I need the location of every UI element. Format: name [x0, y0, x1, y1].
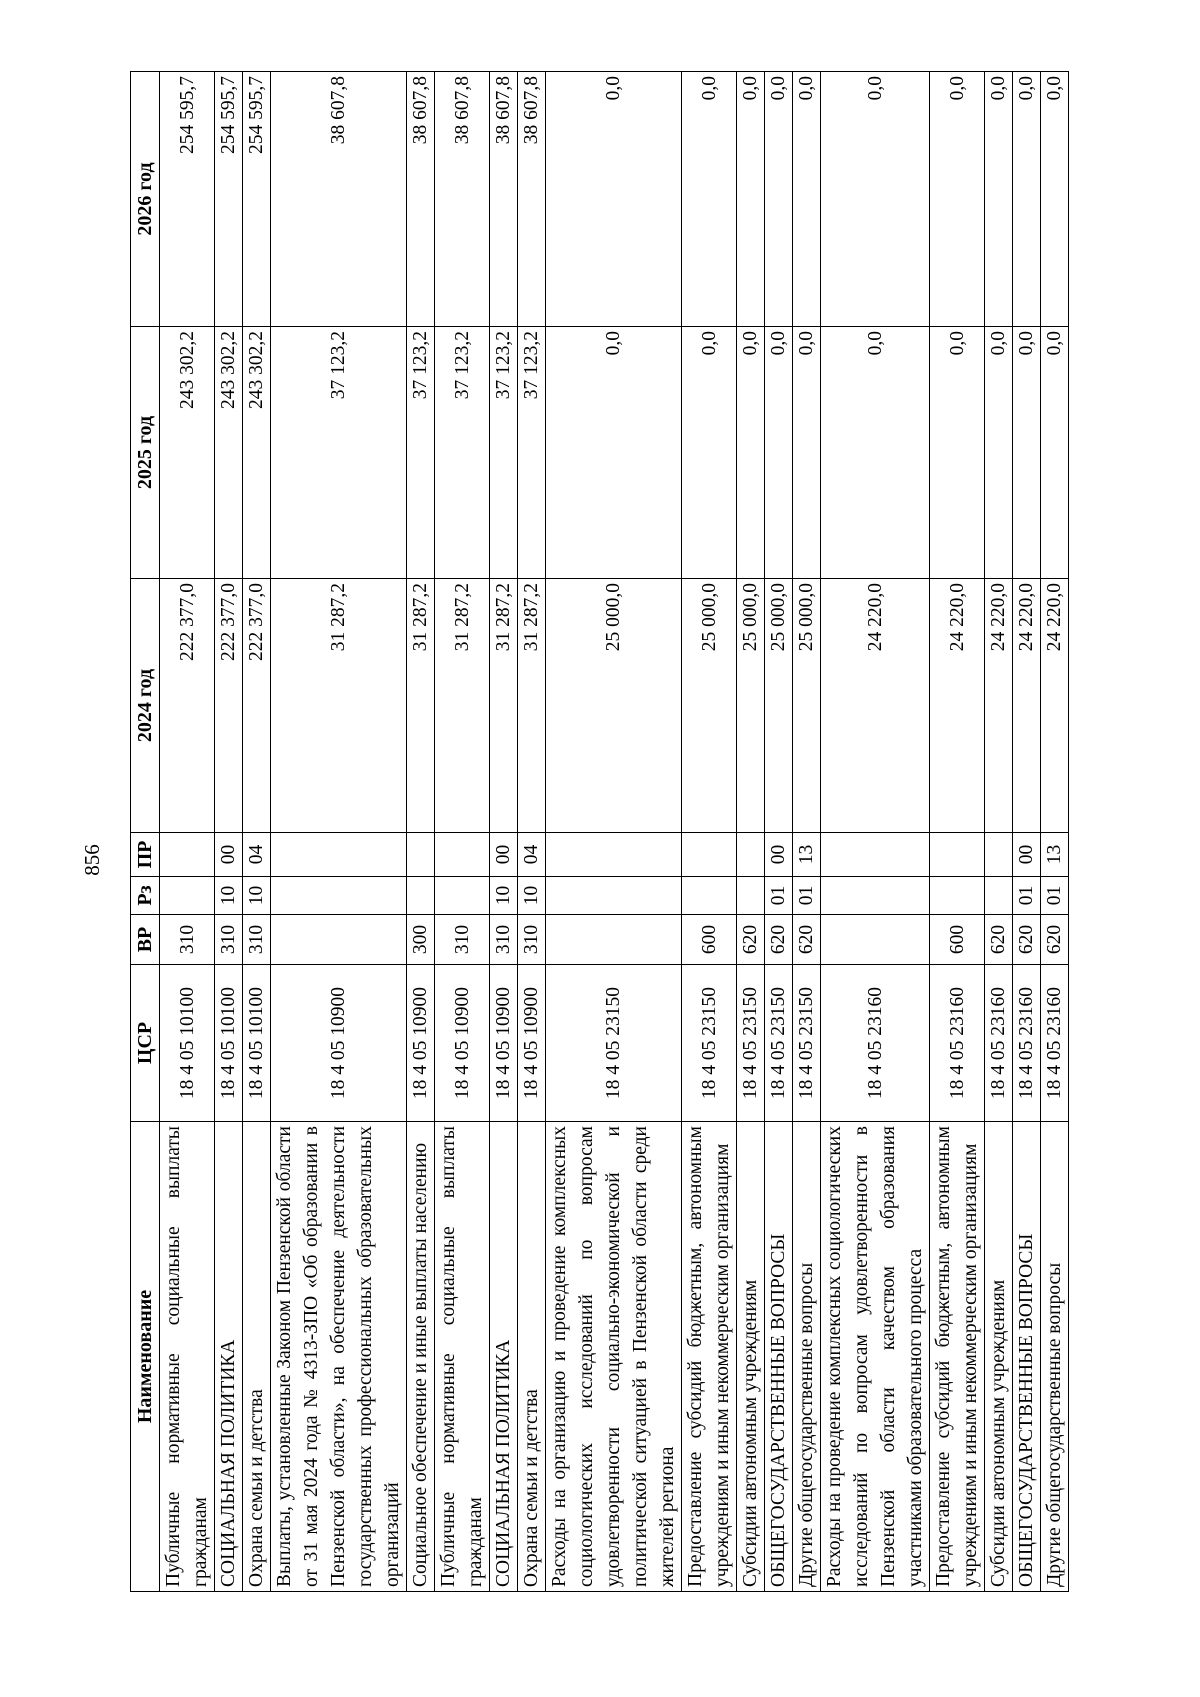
cell-name: Охрана семьи и детства	[518, 1122, 546, 1592]
cell-pr: 00	[215, 833, 243, 877]
cell-2024: 31 287,2	[490, 579, 518, 833]
cell-2025: 37 123,2	[490, 327, 518, 579]
cell-name: ОБЩЕГОСУДАРСТВЕННЫЕ ВОПРОСЫ	[1013, 1122, 1041, 1592]
cell-2024: 222 377,0	[160, 579, 215, 833]
cell-rz	[985, 877, 1013, 915]
cell-vr: 310	[160, 915, 215, 965]
cell-2024: 31 287,2	[407, 579, 435, 833]
cell-vr: 620	[737, 915, 765, 965]
cell-2026: 0,0	[930, 72, 985, 327]
cell-2025: 243 302,2	[215, 327, 243, 579]
cell-vr: 310	[243, 915, 271, 965]
cell-rz: 10	[490, 877, 518, 915]
cell-pr: 13	[1041, 833, 1069, 877]
cell-vr	[546, 915, 682, 965]
cell-2025: 0,0	[1013, 327, 1041, 579]
cell-2026: 0,0	[793, 72, 821, 327]
cell-2024: 25 000,0	[682, 579, 737, 833]
cell-pr	[160, 833, 215, 877]
cell-2026: 0,0	[1041, 72, 1069, 327]
cell-name: Выплаты, установленные Законом Пензенской области от 31 мая 2024 года № 4313-ЗПО «Об образовании в Пензенской области», на обеспечение деятельности государственных профессиональных образовательных организаций	[271, 1122, 407, 1592]
table-row	[1041, 72, 1069, 1592]
cell-csr: 18 4 05 10900	[518, 965, 546, 1122]
cell-pr	[407, 833, 435, 877]
table-row	[407, 72, 435, 1592]
cell-name: Публичные нормативные социальные выплаты гражданам	[160, 1122, 215, 1592]
table-row	[1013, 72, 1041, 1592]
cell-2025: 37 123,2	[407, 327, 435, 579]
table-row	[793, 72, 821, 1592]
cell-pr	[546, 833, 682, 877]
page-number: 856	[80, 844, 104, 876]
table-row	[490, 72, 518, 1592]
cell-2024: 25 000,0	[765, 579, 793, 833]
cell-2025: 0,0	[765, 327, 793, 579]
header-name: Наименование	[131, 1122, 160, 1592]
cell-2026: 0,0	[985, 72, 1013, 327]
cell-csr: 18 4 05 23160	[1013, 965, 1041, 1122]
cell-2024: 25 000,0	[546, 579, 682, 833]
cell-2025: 0,0	[985, 327, 1013, 579]
cell-pr	[821, 833, 930, 877]
cell-rz: 01	[1013, 877, 1041, 915]
cell-pr	[682, 833, 737, 877]
cell-2024: 31 287,2	[271, 579, 407, 833]
cell-2026: 254 595,7	[243, 72, 271, 327]
cell-pr	[985, 833, 1013, 877]
cell-csr: 18 4 05 10100	[215, 965, 243, 1122]
cell-vr: 310	[490, 915, 518, 965]
cell-vr: 620	[1013, 915, 1041, 965]
cell-2026: 0,0	[821, 72, 930, 327]
cell-pr: 00	[1013, 833, 1041, 877]
cell-2024: 25 000,0	[793, 579, 821, 833]
cell-rz	[821, 877, 930, 915]
cell-name: Расходы на проведение комплексных социологических исследований по вопросам удовлетворенности в Пензенской области качеством образования участниками образовательного процесса	[821, 1122, 930, 1592]
cell-rz: 01	[1041, 877, 1069, 915]
table-row	[682, 72, 737, 1592]
cell-2025: 243 302,2	[160, 327, 215, 579]
cell-rz: 10	[215, 877, 243, 915]
cell-vr: 620	[765, 915, 793, 965]
cell-2024: 24 220,0	[1013, 579, 1041, 833]
cell-2026: 38 607,8	[490, 72, 518, 327]
cell-2026: 0,0	[682, 72, 737, 327]
cell-2025: 0,0	[546, 327, 682, 579]
cell-2026: 38 607,8	[435, 72, 490, 327]
cell-pr	[435, 833, 490, 877]
rotated-table-container	[130, 72, 1065, 1592]
header-rz: Рз	[131, 877, 160, 915]
cell-rz	[682, 877, 737, 915]
cell-name: Расходы на организацию и проведение комплексных социологических исследований по вопросам удовлетворенности социально-экономической и политической ситуацией в Пензенской области среди жителей региона	[546, 1122, 682, 1592]
cell-vr: 310	[215, 915, 243, 965]
table-row	[271, 72, 407, 1592]
cell-csr: 18 4 05 23150	[737, 965, 765, 1122]
cell-pr: 00	[765, 833, 793, 877]
cell-2024: 31 287,2	[435, 579, 490, 833]
cell-rz	[160, 877, 215, 915]
cell-pr: 00	[490, 833, 518, 877]
cell-rz	[435, 877, 490, 915]
cell-2024: 25 000,0	[737, 579, 765, 833]
cell-vr: 600	[930, 915, 985, 965]
cell-pr: 04	[518, 833, 546, 877]
cell-csr: 18 4 05 23160	[821, 965, 930, 1122]
header-2026: 2026 год	[131, 72, 160, 327]
cell-name: СОЦИАЛЬНАЯ ПОЛИТИКА	[490, 1122, 518, 1592]
cell-vr: 620	[1041, 915, 1069, 965]
cell-csr: 18 4 05 10100	[243, 965, 271, 1122]
table-row	[435, 72, 490, 1592]
cell-2024: 222 377,0	[243, 579, 271, 833]
cell-csr: 18 4 05 10900	[435, 965, 490, 1122]
table-row	[765, 72, 793, 1592]
cell-2025: 0,0	[682, 327, 737, 579]
cell-name: ОБЩЕГОСУДАРСТВЕННЫЕ ВОПРОСЫ	[765, 1122, 793, 1592]
cell-2024: 31 287,2	[518, 579, 546, 833]
cell-2026: 0,0	[737, 72, 765, 327]
cell-vr: 310	[518, 915, 546, 965]
cell-csr: 18 4 05 23150	[793, 965, 821, 1122]
cell-vr: 600	[682, 915, 737, 965]
cell-csr: 18 4 05 23160	[985, 965, 1013, 1122]
cell-2026: 254 595,7	[215, 72, 243, 327]
cell-rz: 10	[518, 877, 546, 915]
budget-table	[130, 71, 1069, 1592]
cell-vr: 620	[985, 915, 1013, 965]
cell-csr: 18 4 05 10900	[490, 965, 518, 1122]
header-pr: ПР	[131, 833, 160, 877]
cell-2024: 24 220,0	[1041, 579, 1069, 833]
table-row	[985, 72, 1013, 1592]
cell-2025: 37 123,2	[518, 327, 546, 579]
table-row	[160, 72, 215, 1592]
cell-name: Охрана семьи и детства	[243, 1122, 271, 1592]
cell-2025: 0,0	[930, 327, 985, 579]
cell-csr: 18 4 05 23150	[765, 965, 793, 1122]
cell-pr	[271, 833, 407, 877]
cell-rz	[546, 877, 682, 915]
cell-2026: 254 595,7	[160, 72, 215, 327]
table-row	[518, 72, 546, 1592]
table-row	[821, 72, 930, 1592]
header-csr: ЦСР	[131, 965, 160, 1122]
cell-name: Предоставление субсидий бюджетным, автономным учреждениям и иным некоммерческим организациям	[682, 1122, 737, 1592]
cell-name: Другие общегосударственные вопросы	[1041, 1122, 1069, 1592]
cell-csr: 18 4 05 23150	[546, 965, 682, 1122]
header-2025: 2025 год	[131, 327, 160, 579]
cell-2025: 0,0	[1041, 327, 1069, 579]
table-header-row	[131, 72, 160, 1592]
cell-rz: 01	[765, 877, 793, 915]
cell-2026: 0,0	[1013, 72, 1041, 327]
table-row	[930, 72, 985, 1592]
cell-2025: 0,0	[793, 327, 821, 579]
cell-2025: 0,0	[821, 327, 930, 579]
cell-rz	[737, 877, 765, 915]
cell-csr: 18 4 05 10100	[160, 965, 215, 1122]
cell-name: Предоставление субсидий бюджетным, автономным учреждениям и иным некоммерческим организациям	[930, 1122, 985, 1592]
cell-rz	[930, 877, 985, 915]
cell-rz: 01	[793, 877, 821, 915]
cell-name: Субсидии автономным учреждениям	[737, 1122, 765, 1592]
cell-pr	[930, 833, 985, 877]
cell-name: СОЦИАЛЬНАЯ ПОЛИТИКА	[215, 1122, 243, 1592]
cell-vr	[821, 915, 930, 965]
table-row	[546, 72, 682, 1592]
table-row	[737, 72, 765, 1592]
table-body	[160, 72, 1069, 1592]
cell-vr: 310	[435, 915, 490, 965]
cell-name: Социальное обеспечение и иные выплаты населению	[407, 1122, 435, 1592]
cell-2026: 38 607,8	[407, 72, 435, 327]
cell-rz: 10	[243, 877, 271, 915]
cell-pr: 13	[793, 833, 821, 877]
cell-vr: 620	[793, 915, 821, 965]
cell-2025: 0,0	[737, 327, 765, 579]
cell-2024: 24 220,0	[985, 579, 1013, 833]
cell-rz	[271, 877, 407, 915]
cell-2024: 222 377,0	[215, 579, 243, 833]
cell-name: Субсидии автономным учреждениям	[985, 1122, 1013, 1592]
cell-csr: 18 4 05 23160	[930, 965, 985, 1122]
cell-csr: 18 4 05 23150	[682, 965, 737, 1122]
cell-pr	[737, 833, 765, 877]
cell-2025: 37 123,2	[271, 327, 407, 579]
cell-csr: 18 4 05 10900	[271, 965, 407, 1122]
cell-2026: 38 607,8	[271, 72, 407, 327]
cell-2026: 0,0	[765, 72, 793, 327]
cell-2025: 243 302,2	[243, 327, 271, 579]
cell-2025: 37 123,2	[435, 327, 490, 579]
cell-csr: 18 4 05 10900	[407, 965, 435, 1122]
cell-2024: 24 220,0	[930, 579, 985, 833]
cell-vr	[271, 915, 407, 965]
table-row	[215, 72, 243, 1592]
cell-rz	[407, 877, 435, 915]
header-2024: 2024 год	[131, 579, 160, 833]
cell-vr: 300	[407, 915, 435, 965]
table-row	[243, 72, 271, 1592]
cell-name: Публичные нормативные социальные выплаты гражданам	[435, 1122, 490, 1592]
cell-2024: 24 220,0	[821, 579, 930, 833]
header-vr: ВР	[131, 915, 160, 965]
cell-pr: 04	[243, 833, 271, 877]
cell-2026: 0,0	[546, 72, 682, 327]
cell-2026: 38 607,8	[518, 72, 546, 327]
cell-name: Другие общегосударственные вопросы	[793, 1122, 821, 1592]
cell-csr: 18 4 05 23160	[1041, 965, 1069, 1122]
